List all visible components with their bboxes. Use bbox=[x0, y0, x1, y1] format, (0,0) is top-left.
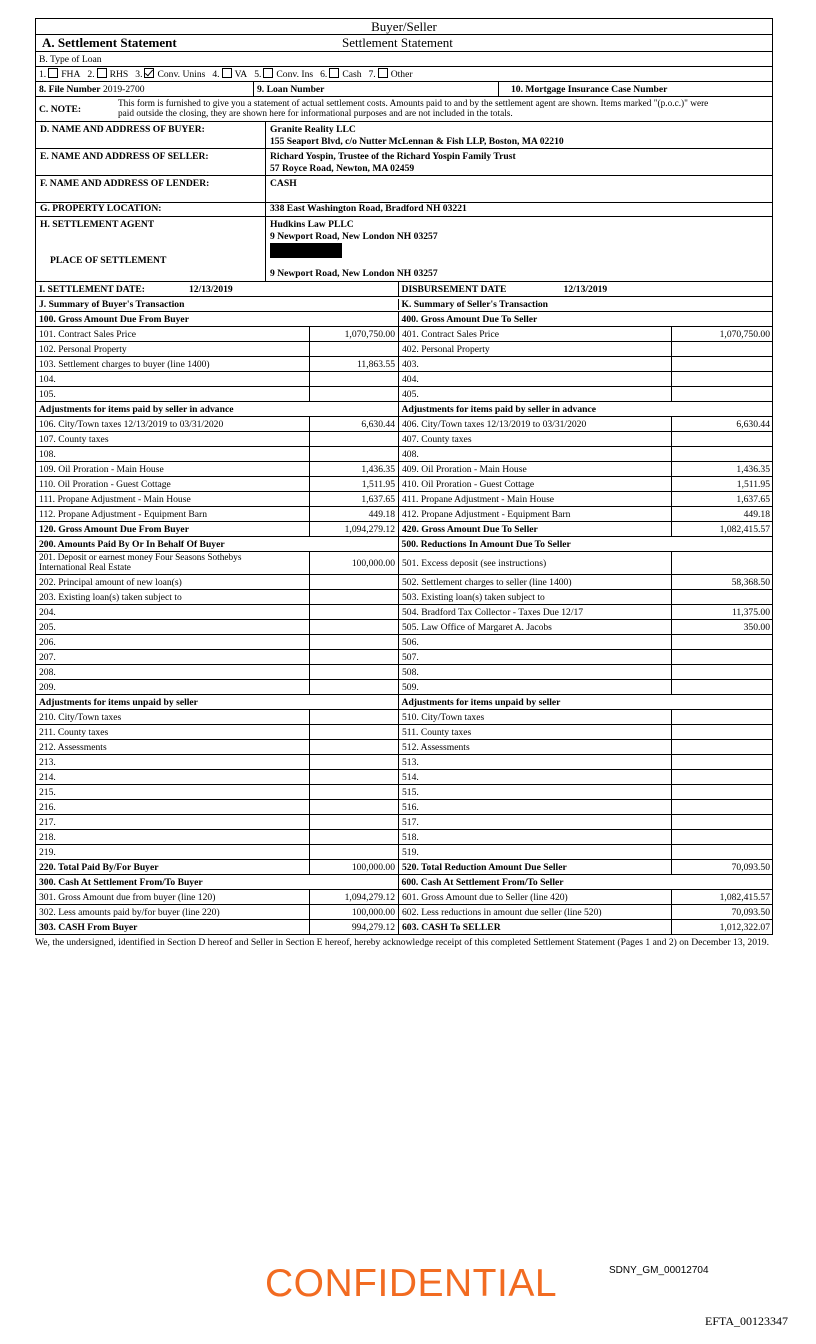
type-of-loan-label-row bbox=[35, 52, 773, 67]
table-row bbox=[35, 905, 773, 920]
line-item-label: 215. bbox=[36, 785, 310, 799]
efta-number: EFTA_00123347 bbox=[705, 1314, 789, 1328]
line-item-amount bbox=[672, 755, 773, 769]
line-item-amount bbox=[310, 575, 398, 589]
line-item-label: 214. bbox=[36, 770, 310, 784]
section-header-label: 600. Cash At Settlement From/To Seller bbox=[401, 876, 564, 888]
mortgage-insurance-label: 10. Mortgage Insurance Case Number bbox=[511, 83, 668, 95]
loan-type-label: FHA bbox=[61, 69, 81, 80]
line-item-amount: 1,082,415.57 bbox=[719, 891, 770, 903]
line-item-amount bbox=[672, 800, 773, 814]
line-item-amount bbox=[310, 830, 398, 844]
line-item-amount bbox=[672, 665, 773, 679]
line-item-label: 420. Gross Amount Due To Seller bbox=[399, 522, 672, 536]
settlement-statement-form bbox=[35, 18, 773, 948]
line-item-label: 601. Gross Amount due to Seller (line 420) bbox=[399, 890, 672, 904]
loan-type-label: Conv. Unins bbox=[157, 69, 206, 80]
line-item-label: 106. City/Town taxes 12/13/2019 to 03/31/2020 bbox=[36, 417, 310, 431]
line-item-label: 120. Gross Amount Due From Buyer bbox=[36, 522, 310, 536]
line-item-amount bbox=[672, 815, 773, 829]
line-item-label: 502. Settlement charges to seller (line 1400) bbox=[399, 575, 672, 589]
loan-type-number: 1. bbox=[39, 69, 47, 80]
line-item-amount: 100,000.00 bbox=[351, 557, 395, 569]
line-item-label: 512. Assessments bbox=[399, 740, 672, 754]
type-of-loan-label: B. Type of Loan bbox=[39, 53, 102, 65]
line-item-label: 107. County taxes bbox=[36, 432, 310, 446]
line-item-label: 519. bbox=[399, 845, 672, 859]
checked-checkbox-icon[interactable] bbox=[144, 68, 154, 78]
line-item-amount bbox=[672, 372, 773, 386]
table-row bbox=[35, 785, 773, 800]
line-item-amount: 1,012,322.07 bbox=[719, 921, 770, 933]
line-item-amount bbox=[310, 815, 398, 829]
loan-type-label: Cash bbox=[342, 69, 362, 80]
table-row bbox=[35, 492, 773, 507]
line-item-label: 507. bbox=[399, 650, 672, 664]
seller-name: Richard Yospin, Trustee of the Richard Yospin Family Trust bbox=[270, 151, 516, 162]
line-item-label: 301. Gross Amount due from buyer (line 120) bbox=[36, 890, 310, 904]
section-header-label: 300. Cash At Settlement From/To Buyer bbox=[39, 876, 203, 888]
line-item-label: 211. County taxes bbox=[36, 725, 310, 739]
line-item-label: 208. bbox=[36, 665, 310, 679]
table-row bbox=[35, 462, 773, 477]
loan-type-label: VA bbox=[234, 69, 248, 80]
table-row bbox=[35, 357, 773, 372]
seller-label: E. NAME AND ADDRESS OF SELLER: bbox=[36, 149, 266, 175]
table-row bbox=[35, 620, 773, 635]
dates-row bbox=[35, 282, 773, 297]
line-item-amount bbox=[310, 665, 398, 679]
line-item-label: 513. bbox=[399, 755, 672, 769]
line-item-amount bbox=[672, 342, 773, 356]
line-item-label: 509. bbox=[399, 680, 672, 694]
lender-label: F. NAME AND ADDRESS OF LENDER: bbox=[36, 176, 266, 202]
table-row bbox=[35, 665, 773, 680]
bates-number: SDNY_GM_00012704 bbox=[609, 1265, 709, 1276]
loan-type-option bbox=[39, 68, 80, 80]
acknowledgement-text: We, the undersigned, identified in Section D hereof and Seller in Section E hereof, hereby acknowledge receipt of this completed Settlement Statement (Pages 1 and 2) on December 13, 2019. bbox=[35, 937, 769, 948]
settlement-agent-address: 9 Newport Road, New London NH 03257 bbox=[270, 231, 438, 242]
buyer-address: 155 Seaport Blvd, c/o Nutter McLennan & Fish LLP, Boston, MA 02210 bbox=[270, 136, 564, 147]
note-text-line2: paid outside the closing, they are shown here for informational purposes and are not included in the totals. bbox=[118, 109, 513, 119]
line-item-amount: 449.18 bbox=[368, 508, 395, 520]
line-item-label: 516. bbox=[399, 800, 672, 814]
lender-name: CASH bbox=[270, 178, 297, 189]
settlement-agent-name: Hudkins Law PLLC bbox=[270, 219, 354, 230]
loan-type-option bbox=[135, 68, 205, 80]
line-item-label: 109. Oil Proration - Main House bbox=[36, 462, 310, 476]
line-item-amount bbox=[672, 650, 773, 664]
line-item-label: 602. Less reductions in amount due seller (line 520) bbox=[399, 905, 672, 919]
line-item-amount: 1,511.95 bbox=[361, 478, 395, 490]
line-item-label: 207. bbox=[36, 650, 310, 664]
line-item-label: 504. Bradford Tax Collector - Taxes Due 12/17 bbox=[399, 605, 672, 619]
line-item-label: 411. Propane Adjustment - Main House bbox=[399, 492, 672, 506]
line-item-amount: 1,082,415.57 bbox=[719, 523, 770, 535]
line-item-label: 405. bbox=[399, 387, 672, 401]
line-item-amount bbox=[672, 432, 773, 446]
line-item-label: 520. Total Reduction Amount Due Seller bbox=[399, 860, 672, 874]
line-item-amount bbox=[310, 387, 398, 401]
line-item-amount bbox=[310, 740, 398, 754]
table-row bbox=[35, 740, 773, 755]
line-item-label: 110. Oil Proration - Guest Cottage bbox=[36, 477, 310, 491]
place-of-settlement-value: 9 Newport Road, New London NH 03257 bbox=[270, 268, 438, 279]
section-header-label: Adjustments for items unpaid by seller bbox=[39, 696, 198, 708]
table-row bbox=[35, 417, 773, 432]
seller-row bbox=[35, 149, 773, 176]
loan-type-options bbox=[35, 67, 773, 82]
line-item-label: 101. Contract Sales Price bbox=[36, 327, 310, 341]
line-item-amount bbox=[310, 432, 398, 446]
loan-type-option bbox=[87, 68, 128, 80]
line-item-label: 515. bbox=[399, 785, 672, 799]
section-header-label: 500. Reductions In Amount Due To Seller bbox=[401, 538, 571, 550]
table-row bbox=[35, 800, 773, 815]
line-item-amount: 11,863.55 bbox=[356, 358, 395, 370]
line-item-amount: 100,000.00 bbox=[351, 861, 395, 873]
property-row bbox=[35, 203, 773, 217]
buyer-label: D. NAME AND ADDRESS OF BUYER: bbox=[36, 122, 266, 148]
table-row bbox=[35, 342, 773, 357]
line-item-label: 303. CASH From Buyer bbox=[36, 920, 310, 934]
line-item-label-cell bbox=[36, 552, 310, 574]
line-item-amount: 1,637.65 bbox=[736, 493, 770, 505]
line-item-label: 407. County taxes bbox=[399, 432, 672, 446]
checkbox-icon[interactable] bbox=[263, 68, 273, 78]
line-item-amount: 70,093.50 bbox=[731, 906, 770, 918]
table-row bbox=[35, 920, 773, 935]
line-item-label: 108. bbox=[36, 447, 310, 461]
line-item-amount: 1,070,750.00 bbox=[719, 328, 770, 340]
settlement-date-label: I. SETTLEMENT DATE: bbox=[39, 283, 146, 295]
table-row bbox=[35, 590, 773, 605]
line-item-amount bbox=[672, 387, 773, 401]
line-item-label: 213. bbox=[36, 755, 310, 769]
line-item-label: 410. Oil Proration - Guest Cottage bbox=[399, 477, 672, 491]
line-item-label-continued: International Real Estate bbox=[39, 563, 131, 573]
buyer-seller-header bbox=[35, 18, 773, 35]
line-item-amount bbox=[310, 342, 398, 356]
line-item-amount bbox=[310, 770, 398, 784]
line-item-label: 112. Propane Adjustment - Equipment Barn bbox=[36, 507, 310, 521]
note-text-line1: This form is furnished to give you a statement of actual settlement costs. Amounts paid to and by the settlement agent are shown. Items marked "(p.o.c.)" were bbox=[118, 98, 709, 109]
line-item-amount bbox=[672, 830, 773, 844]
line-item-label: 104. bbox=[36, 372, 310, 386]
table-row bbox=[35, 372, 773, 387]
line-item-label: 302. Less amounts paid by/for buyer (line 220) bbox=[36, 905, 310, 919]
section-header-row bbox=[35, 312, 773, 327]
confidential-stamp: CONFIDENTIAL bbox=[265, 1262, 558, 1305]
line-item-amount: 1,436.35 bbox=[361, 463, 395, 475]
loan-type-label: RHS bbox=[109, 69, 129, 80]
line-item-label: 402. Personal Property bbox=[399, 342, 672, 356]
line-item-label: 205. bbox=[36, 620, 310, 634]
checkbox-icon[interactable] bbox=[48, 68, 58, 78]
loan-type-option bbox=[212, 68, 247, 80]
line-item-amount bbox=[672, 680, 773, 694]
section-header-row bbox=[35, 537, 773, 552]
table-row bbox=[35, 680, 773, 695]
line-item-amount bbox=[310, 800, 398, 814]
buyer-summary-title: J. Summary of Buyer's Transaction bbox=[39, 298, 185, 310]
line-item-amount bbox=[672, 447, 773, 461]
line-item-amount bbox=[310, 710, 398, 724]
section-a-header bbox=[35, 35, 773, 52]
loan-type-number: 6. bbox=[320, 69, 328, 80]
note-row bbox=[35, 97, 773, 122]
line-item-label: 216. bbox=[36, 800, 310, 814]
file-number-row bbox=[35, 82, 773, 97]
line-item-label: 209. bbox=[36, 680, 310, 694]
note-label: C. NOTE: bbox=[39, 103, 82, 115]
line-item-label: 202. Principal amount of new loan(s) bbox=[36, 575, 310, 589]
line-item-amount bbox=[672, 635, 773, 649]
line-item-amount bbox=[310, 650, 398, 664]
table-row bbox=[35, 755, 773, 770]
line-item-amount: 100,000.00 bbox=[351, 906, 395, 918]
line-item-amount bbox=[672, 770, 773, 784]
line-item-amount: 11,375.00 bbox=[731, 606, 770, 618]
line-item-amount bbox=[672, 357, 773, 371]
line-item-amount bbox=[310, 590, 398, 604]
section-header-label: Adjustments for items unpaid by seller bbox=[401, 696, 561, 708]
line-item-label: 404. bbox=[399, 372, 672, 386]
line-item-label: 406. City/Town taxes 12/13/2019 to 03/31/2020 bbox=[399, 417, 672, 431]
line-item-amount: 1,094,279.12 bbox=[344, 891, 395, 903]
table-row bbox=[35, 605, 773, 620]
table-row bbox=[35, 477, 773, 492]
line-item-label: 517. bbox=[399, 815, 672, 829]
line-item-label: 403. bbox=[399, 357, 672, 371]
line-item-label: 201. Deposit or earnest money Four Seasons Sothebys bbox=[39, 553, 242, 563]
section-header-label: 400. Gross Amount Due To Seller bbox=[401, 313, 538, 325]
line-item-amount: 1,070,750.00 bbox=[344, 328, 395, 340]
property-value: 338 East Washington Road, Bradford NH 03221 bbox=[270, 203, 467, 214]
line-item-label: 408. bbox=[399, 447, 672, 461]
checkbox-icon[interactable] bbox=[222, 68, 232, 78]
line-item-label: 103. Settlement charges to buyer (line 1400) bbox=[36, 357, 310, 371]
line-item-label: 510. City/Town taxes bbox=[399, 710, 672, 724]
transaction-rows bbox=[35, 312, 773, 935]
line-item-label: 219. bbox=[36, 845, 310, 859]
settlement-agent-row bbox=[35, 217, 773, 282]
section-header-label: Adjustments for items paid by seller in advance bbox=[39, 403, 234, 415]
loan-type-option bbox=[320, 68, 361, 80]
line-item-amount bbox=[310, 755, 398, 769]
line-item-amount bbox=[310, 785, 398, 799]
table-row bbox=[35, 447, 773, 462]
table-row bbox=[35, 432, 773, 447]
file-number-label: 8. File Number bbox=[39, 83, 101, 95]
table-row bbox=[35, 552, 773, 575]
loan-type-label: Other bbox=[390, 69, 413, 80]
line-item-amount bbox=[310, 620, 398, 634]
line-item-label: 102. Personal Property bbox=[36, 342, 310, 356]
line-item-label: 206. bbox=[36, 635, 310, 649]
line-item-label: 503. Existing loan(s) taken subject to bbox=[399, 590, 672, 604]
line-item-amount: 1,436.35 bbox=[736, 463, 770, 475]
line-item-amount bbox=[672, 710, 773, 724]
line-item-label: 501. Excess deposit (see instructions) bbox=[399, 552, 672, 574]
line-item-amount bbox=[310, 680, 398, 694]
line-item-label: 218. bbox=[36, 830, 310, 844]
place-of-settlement-label: PLACE OF SETTLEMENT bbox=[50, 255, 167, 266]
line-item-amount bbox=[310, 447, 398, 461]
line-item-label: 217. bbox=[36, 815, 310, 829]
line-item-amount: 994,279.12 bbox=[351, 921, 395, 933]
file-number-value: 2019-2700 bbox=[102, 83, 145, 95]
buyer-row bbox=[35, 122, 773, 149]
checkbox-icon[interactable] bbox=[329, 68, 339, 78]
buyer-seller-title: Buyer/Seller bbox=[371, 18, 437, 34]
line-item-amount bbox=[672, 725, 773, 739]
seller-summary-title: K. Summary of Seller's Transaction bbox=[401, 298, 548, 310]
line-item-label: 409. Oil Proration - Main House bbox=[399, 462, 672, 476]
loan-type-option bbox=[254, 68, 313, 80]
table-row bbox=[35, 650, 773, 665]
section-header-row bbox=[35, 402, 773, 417]
line-item-label: 111. Propane Adjustment - Main House bbox=[36, 492, 310, 506]
table-row bbox=[35, 815, 773, 830]
section-header-label: 200. Amounts Paid By Or In Behalf Of Buyer bbox=[39, 538, 225, 550]
line-item-amount bbox=[310, 372, 398, 386]
table-row bbox=[35, 387, 773, 402]
loan-type-number: 3. bbox=[135, 69, 143, 80]
line-item-amount: 70,093.50 bbox=[731, 861, 770, 873]
section-header-label: Adjustments for items paid by seller in advance bbox=[401, 403, 596, 415]
line-item-amount bbox=[310, 725, 398, 739]
line-item-label: 506. bbox=[399, 635, 672, 649]
disbursement-date-value: 12/13/2019 bbox=[563, 283, 608, 295]
line-item-amount: 1,094,279.12 bbox=[344, 523, 395, 535]
loan-type-option bbox=[369, 68, 413, 80]
table-row bbox=[35, 710, 773, 725]
section-header-row bbox=[35, 875, 773, 890]
line-item-label: 603. CASH To SELLER bbox=[399, 920, 672, 934]
line-item-amount bbox=[310, 635, 398, 649]
settlement-agent-label: H. SETTLEMENT AGENT bbox=[40, 219, 155, 230]
line-item-amount bbox=[310, 845, 398, 859]
property-label: G. PROPERTY LOCATION: bbox=[36, 203, 266, 216]
table-row bbox=[35, 770, 773, 785]
table-row bbox=[35, 890, 773, 905]
line-item-label: 220. Total Paid By/For Buyer bbox=[36, 860, 310, 874]
checkbox-icon[interactable] bbox=[378, 68, 388, 78]
redaction-block bbox=[270, 243, 342, 258]
line-item-label: 508. bbox=[399, 665, 672, 679]
section-a-title: A. Settlement Statement bbox=[42, 35, 177, 50]
line-item-amount: 1,511.95 bbox=[736, 478, 770, 490]
line-item-label: 105. bbox=[36, 387, 310, 401]
line-item-amount: 449.18 bbox=[743, 508, 770, 520]
table-row bbox=[35, 725, 773, 740]
line-item-label: 518. bbox=[399, 830, 672, 844]
table-row bbox=[35, 522, 773, 537]
line-item-amount: 6,630.44 bbox=[361, 418, 395, 430]
settlement-date-value: 12/13/2019 bbox=[189, 283, 233, 295]
line-item-label: 203. Existing loan(s) taken subject to bbox=[36, 590, 310, 604]
line-item-label: 514. bbox=[399, 770, 672, 784]
lender-row bbox=[35, 176, 773, 203]
table-row bbox=[35, 327, 773, 342]
line-item-amount: 350.00 bbox=[743, 621, 770, 633]
line-item-label: 505. Law Office of Margaret A. Jacobs bbox=[399, 620, 672, 634]
line-item-label: 511. County taxes bbox=[399, 725, 672, 739]
line-item-amount bbox=[672, 740, 773, 754]
line-item-amount bbox=[672, 590, 773, 604]
section-header-row bbox=[35, 695, 773, 710]
loan-type-label: Conv. Ins bbox=[276, 69, 314, 80]
seller-address: 57 Royce Road, Newton, MA 02459 bbox=[270, 163, 415, 174]
summary-titles-row bbox=[35, 297, 773, 312]
disbursement-date-label: DISBURSEMENT DATE bbox=[401, 283, 507, 295]
line-item-amount bbox=[672, 552, 773, 574]
loan-type-number: 2. bbox=[87, 69, 95, 80]
table-row bbox=[35, 507, 773, 522]
line-item-amount: 1,637.65 bbox=[361, 493, 395, 505]
line-item-amount bbox=[672, 845, 773, 859]
line-item-label: 204. bbox=[36, 605, 310, 619]
table-row bbox=[35, 860, 773, 875]
line-item-amount: 58,368.50 bbox=[731, 576, 770, 588]
table-row bbox=[35, 830, 773, 845]
loan-type-number: 5. bbox=[254, 69, 262, 80]
loan-type-number: 4. bbox=[212, 69, 220, 80]
table-row bbox=[35, 635, 773, 650]
loan-type-number: 7. bbox=[368, 69, 376, 80]
buyer-name: Granite Reality LLC bbox=[270, 124, 356, 135]
table-row bbox=[35, 845, 773, 860]
line-item-amount bbox=[672, 785, 773, 799]
line-item-label: 210. City/Town taxes bbox=[36, 710, 310, 724]
line-item-amount bbox=[310, 605, 398, 619]
section-header-label: 100. Gross Amount Due From Buyer bbox=[39, 313, 189, 325]
line-item-label: 401. Contract Sales Price bbox=[399, 327, 672, 341]
checkbox-icon[interactable] bbox=[97, 68, 107, 78]
loan-number-label: 9. Loan Number bbox=[254, 82, 499, 96]
line-item-label: 212. Assessments bbox=[36, 740, 310, 754]
line-item-amount: 6,630.44 bbox=[736, 418, 770, 430]
settlement-statement-subtitle: Settlement Statement bbox=[342, 35, 453, 50]
table-row bbox=[35, 575, 773, 590]
line-item-label: 412. Propane Adjustment - Equipment Barn bbox=[399, 507, 672, 521]
